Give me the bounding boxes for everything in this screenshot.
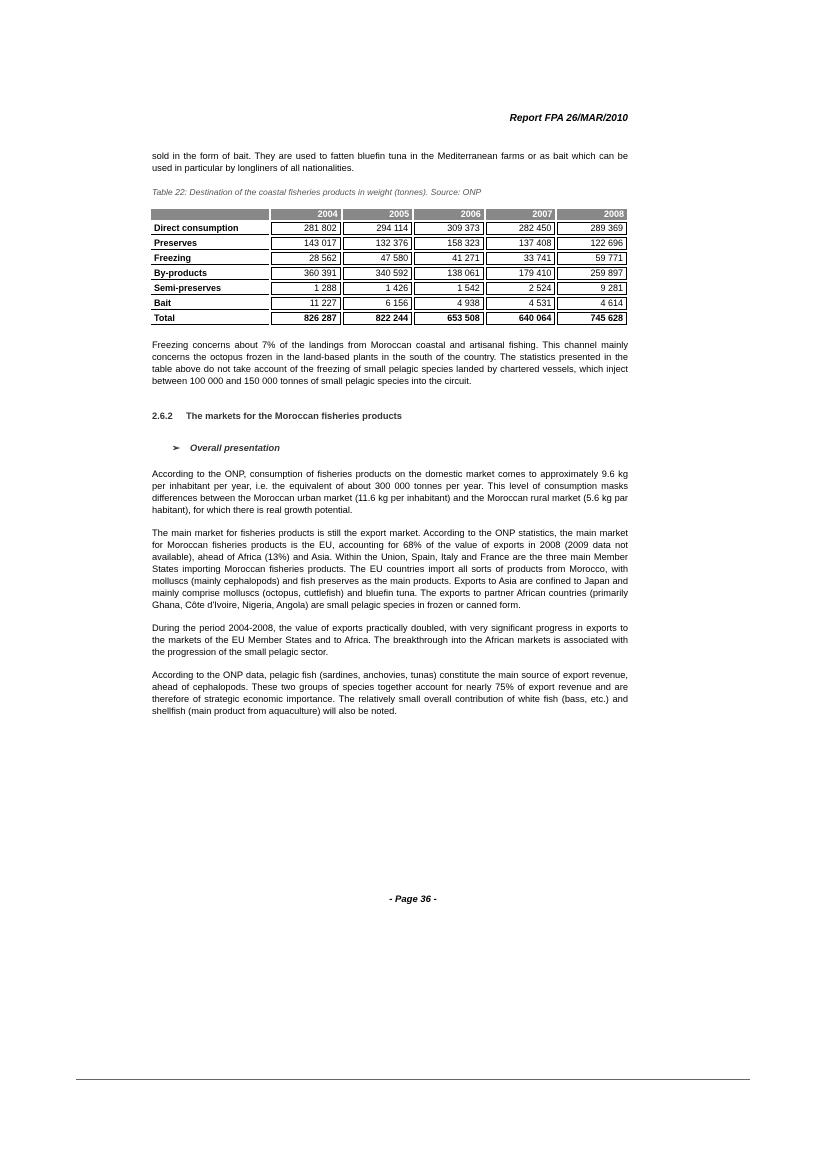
row-label: Freezing [151, 252, 269, 265]
table-cell: 132 376 [343, 237, 413, 250]
table-cell: 4 938 [414, 297, 484, 310]
footer-divider [76, 1079, 750, 1080]
row-label: Semi-preserves [151, 282, 269, 295]
row-label: Total [151, 312, 269, 325]
table-cell: 137 408 [486, 237, 556, 250]
table-cell: 41 271 [414, 252, 484, 265]
table-cell: 259 897 [557, 267, 627, 280]
table-cell: 826 287 [271, 312, 341, 325]
subsection-title: Overall presentation [190, 443, 280, 453]
table-row [151, 237, 627, 250]
column-header: 2008 [557, 209, 627, 220]
table-cell: 360 391 [271, 267, 341, 280]
table-row [151, 222, 627, 235]
table-cell: 282 450 [486, 222, 556, 235]
table-cell: 281 802 [271, 222, 341, 235]
table-cell: 47 580 [343, 252, 413, 265]
table-cell: 6 156 [343, 297, 413, 310]
table-cell: 1 288 [271, 282, 341, 295]
table-corner [151, 209, 269, 220]
table-cell: 1 426 [343, 282, 413, 295]
table-row [151, 282, 627, 295]
intro-paragraph: sold in the form of bait. They are used to fatten bluefin tuna in the Mediterranean farms or as bait which can be used in particular by longliners of all nationalities. [152, 151, 628, 173]
table-total-row [151, 312, 627, 325]
table-cell: 745 628 [557, 312, 627, 325]
table-header-row [151, 209, 627, 220]
table-cell: 143 017 [271, 237, 341, 250]
arrow-bullet-icon: ➢ [172, 443, 180, 453]
body-paragraph: During the period 2004-2008, the value of exports practically doubled, with very significant progress in exports to the markets of the EU Member States and to Africa. The breakthrough into the African markets is associated with the progression of the small pelagic sector. [152, 623, 628, 657]
destination-table [149, 207, 629, 327]
table-cell: 59 771 [557, 252, 627, 265]
table-cell: 122 696 [557, 237, 627, 250]
report-reference: Report FPA 26/MAR/2010 [509, 113, 628, 124]
table-cell: 4 531 [486, 297, 556, 310]
table-cell: 138 061 [414, 267, 484, 280]
row-label: Direct consumption [151, 222, 269, 235]
column-header: 2004 [271, 209, 341, 220]
table-cell: 822 244 [343, 312, 413, 325]
table-cell: 289 369 [557, 222, 627, 235]
table-cell: 294 114 [343, 222, 413, 235]
table-cell: 340 592 [343, 267, 413, 280]
table-cell: 33 741 [486, 252, 556, 265]
body-paragraph: The main market for fisheries products is still the export market. According to the ONP statistics, the main market for Moroccan fisheries products is the EU, accounting for 68% of the value of exports in 2008 (2009 data not available), ahead of Africa (13%) and Asia. Within the Union, Spain, Italy and France are the three main Member States importing Moroccan fisheries products. The EU countries import all sorts of products from Morocco, with molluscs (mainly cephalopods) and fish preserves as the main products. Exports to Asia are confined to Japan and mainly comprise molluscs (octopus, cuttlefish) and bluefin tuna. The exports to partner African countries (primarily Ghana, Côte d'Ivoire, Nigeria, Angola) are small pelagic species in frozen or canned form. [152, 528, 628, 610]
section-heading [152, 410, 628, 422]
column-header: 2007 [486, 209, 556, 220]
table-row [151, 297, 627, 310]
table-cell: 179 410 [486, 267, 556, 280]
table-cell: 2 524 [486, 282, 556, 295]
column-header: 2005 [343, 209, 413, 220]
row-label: Bait [151, 297, 269, 310]
table-cell: 309 373 [414, 222, 484, 235]
body-paragraph: According to the ONP, consumption of fisheries products on the domestic market comes to approximately 9.6 kg per inhabitant per year, i.e. the equivalent of about 300 000 tonnes per year. This level of consumption masks differences between the Moroccan urban market (11.6 kg per inhabitant) and the Moroccan rural market (5.6 kg par habitant), for which there is real growth potential. [152, 469, 628, 515]
table-cell: 9 281 [557, 282, 627, 295]
table-cell: 4 614 [557, 297, 627, 310]
table-cell: 653 508 [414, 312, 484, 325]
page-number: - Page 36 - [389, 894, 437, 905]
subsection-heading [172, 442, 628, 454]
row-label: By-products [151, 267, 269, 280]
table-cell: 640 064 [486, 312, 556, 325]
freezing-paragraph: Freezing concerns about 7% of the landings from Moroccan coastal and artisanal fishing. This channel mainly concerns the octopus frozen in the land-based plants in the south of the country. The statistics presented in the table above do not take account of the freezing of small pelagic species landed by chartered vessels, which inject between 100 000 and 150 000 tonnes of small pelagic species into the circuit. [152, 340, 628, 386]
row-label: Preserves [151, 237, 269, 250]
section-title: The markets for the Moroccan fisheries products [186, 411, 402, 421]
table-row [151, 252, 627, 265]
table-cell: 11 227 [271, 297, 341, 310]
table-cell: 158 323 [414, 237, 484, 250]
column-header: 2006 [414, 209, 484, 220]
table-row [151, 267, 627, 280]
page-content [152, 150, 628, 728]
body-paragraph: According to the ONP data, pelagic fish (sardines, anchovies, tunas) constitute the main source of export revenue, ahead of cephalopods. These two groups of species together account for nearly 75% of export revenue and are therefore of strategic economic importance. The relatively small overall contribution of white fish (bass, etc.) and shellfish (main product from aquaculture) will also be noted. [152, 670, 628, 716]
table-cell: 1 542 [414, 282, 484, 295]
table-cell: 28 562 [271, 252, 341, 265]
table-caption: Table 22: Destination of the coastal fisheries products in weight (tonnes). Source: ONP [152, 187, 482, 197]
section-number: 2.6.2 [152, 411, 173, 421]
